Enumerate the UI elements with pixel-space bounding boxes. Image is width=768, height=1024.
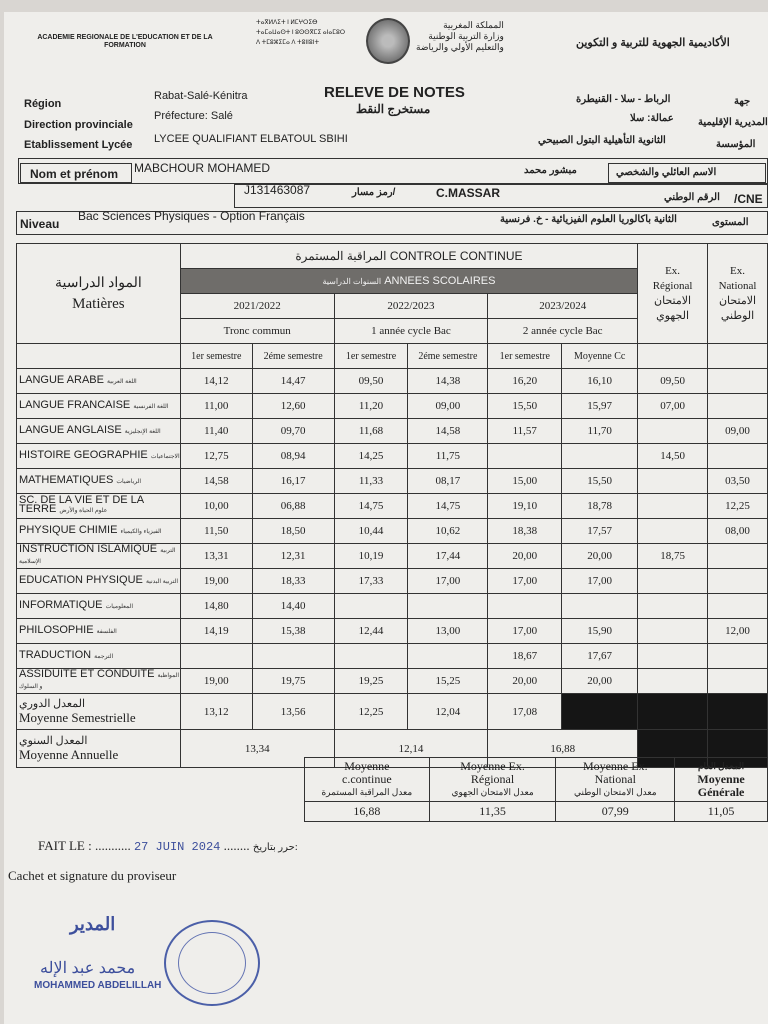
subject-cell (17, 669, 181, 694)
subject-cell (17, 469, 181, 494)
cc-header-ar: المراقبة المستمرة (295, 249, 387, 263)
grade-cell: 11,75 (408, 444, 488, 469)
grade-cell (408, 644, 488, 669)
national-exam-cell: 12,25 (708, 494, 768, 519)
coat-of-arms-icon (366, 18, 410, 64)
document-title: RELEVE DE NOTES (324, 84, 465, 101)
grade-cell: 17,67 (562, 644, 638, 669)
grade-cell: 20,00 (562, 669, 638, 694)
grade-cell: 14,19 (180, 619, 252, 644)
grade-cell: 16,17 (252, 469, 334, 494)
grade-cell: 16,20 (488, 369, 562, 394)
summary-cc-line-1: Moyenne (344, 759, 390, 773)
summary-generale-line-1: المعدل العام (697, 761, 745, 771)
grade-cell: 14,58 (408, 419, 488, 444)
subject-cell (17, 544, 181, 569)
national-exam-cell (708, 569, 768, 594)
grade-cell (488, 594, 562, 619)
tifinagh-line-2: ⵜⴰⵎⴰⵡⴰⵙⵜ ⵏ ⵓⵙⵙⴳⵎⵉ ⴰⵏⴰⵎⵓⵔ (256, 30, 346, 36)
direction-label: Direction provinciale (24, 119, 133, 131)
grade-cell: 11,40 (180, 419, 252, 444)
fait-le-line (38, 838, 298, 854)
summary-national-line-3: معدل الامتحان الوطني (574, 787, 657, 797)
grade-cell: 10,19 (334, 544, 408, 569)
grade-cell (334, 594, 408, 619)
cne-label: /CNE (734, 192, 763, 206)
table-row (17, 519, 768, 544)
grade-cell: 17,00 (488, 569, 562, 594)
grade-cell: 20,00 (562, 544, 638, 569)
grade-cell: 14,47 (252, 369, 334, 394)
subject-name: TRADUCTION (19, 648, 92, 661)
grade-cell: 13,31 (180, 544, 252, 569)
grade-cell (408, 594, 488, 619)
regional-exam-cell (638, 494, 708, 519)
year-3-header: 2023/2024 (488, 294, 638, 319)
semester-average-value: 12,04 (408, 694, 488, 730)
regional-exam-cell (638, 419, 708, 444)
etablissement-value-ar: الثانوية التأهيلية البتول الصبيحي (538, 135, 666, 146)
table-row (17, 394, 768, 419)
grade-cell: 17,57 (562, 519, 638, 544)
ministry-name-ar (416, 20, 504, 53)
direction-value: Préfecture: Salé (154, 110, 233, 122)
subject-cell (17, 519, 181, 544)
fait-le-dots-2: ........ (223, 838, 250, 853)
subject-name-ar: الاجتماعيات (150, 453, 180, 460)
regional-exam-cell: 07,00 (638, 394, 708, 419)
academy-name-ar: الأكاديمية الجهوية للتربية و التكوين (576, 37, 730, 49)
tifinagh-line-3: ⴷ ⵜⵎⵓⵣⵉⵎⴰ ⴷ ⵜⵓⵏⵏⵓⵏⵜ (256, 40, 320, 46)
transcript-page (4, 12, 768, 1024)
years-header (180, 269, 637, 294)
table-row (17, 644, 768, 669)
table-row (17, 569, 768, 594)
subject-name-ar: الفلسفة (96, 628, 117, 635)
subject-name-ar: الرياضيات (116, 478, 142, 485)
ex-national-line-3: الامتحان (718, 294, 757, 307)
grade-cell: 11,70 (562, 419, 638, 444)
ex-national-line-4: الوطني (720, 309, 755, 322)
regional-spacer (638, 344, 708, 369)
national-exam-cell (708, 644, 768, 669)
grade-cell: 10,62 (408, 519, 488, 544)
subject-name: LANGUE ANGLAISE (19, 423, 122, 436)
matieres-header-ar: المواد الدراسية (55, 275, 142, 291)
summary-table (304, 757, 768, 822)
grade-cell: 14,58 (180, 469, 252, 494)
subject-name-ar: الترجمة (94, 653, 114, 660)
cachet-label: Cachet et signature du proviseur (8, 868, 177, 883)
summary-generale-header (675, 758, 768, 802)
year-2-header: 2022/2023 (334, 294, 488, 319)
subject-cell (17, 569, 181, 594)
regional-exam-cell: 09,50 (638, 369, 708, 394)
grade-cell: 18,67 (488, 644, 562, 669)
grade-cell: 06,88 (252, 494, 334, 519)
regional-exam-cell (638, 519, 708, 544)
grade-cell: 12,44 (334, 619, 408, 644)
direction-label-ar: المديرية الإقليمية (698, 117, 768, 128)
y2-sem1-header: 1er semestre (334, 344, 408, 369)
cne-label-ar: الرقم الوطني (664, 192, 720, 203)
annual-average-label-fr: Moyenne Annuelle (19, 747, 119, 762)
grade-cell: 11,00 (180, 394, 252, 419)
table-row (17, 469, 768, 494)
blacked-out-cell (562, 694, 638, 730)
subject-name-ar: المعلوميات (105, 603, 134, 610)
subject-cell (17, 644, 181, 669)
subject-name: INFORMATIQUE (19, 598, 103, 611)
grade-cell: 15,38 (252, 619, 334, 644)
grade-cell: 15,00 (488, 469, 562, 494)
national-spacer (708, 344, 768, 369)
name-label-ar: الاسم العائلي والشخصي (616, 167, 717, 178)
table-row (17, 619, 768, 644)
grade-cell: 09,50 (334, 369, 408, 394)
grade-cell: 17,33 (334, 569, 408, 594)
grade-cell: 11,20 (334, 394, 408, 419)
semester-average-value: 12,25 (334, 694, 408, 730)
subject-cell (17, 369, 181, 394)
grade-cell: 20,00 (488, 669, 562, 694)
grade-cell: 14,12 (180, 369, 252, 394)
grade-cell: 09,00 (408, 394, 488, 419)
niveau-label: Niveau (20, 217, 60, 231)
ex-regional-line-2: Régional (652, 279, 693, 292)
academy-name-fr: ACADEMIE REGIONALE DE L'EDUCATION ET DE LA FORMATION (37, 34, 213, 49)
subject-name-ar: اللغة الفرنسية (133, 403, 169, 410)
subject-name-ar: الفيزياء والكيمياء (120, 528, 162, 535)
grade-cell: 10,44 (334, 519, 408, 544)
regional-exam-cell (638, 619, 708, 644)
grade-cell: 12,60 (252, 394, 334, 419)
annual-average-value: 13,34 (180, 730, 334, 768)
grade-cell: 14,40 (252, 594, 334, 619)
subject-cell (17, 394, 181, 419)
summary-national-line-2: National (594, 772, 636, 786)
subject-cell (17, 594, 181, 619)
year-1-level: Tronc commun (180, 319, 334, 344)
grade-cell: 12,75 (180, 444, 252, 469)
grade-cell: 14,75 (334, 494, 408, 519)
summary-regional-line-2: Régional (470, 772, 515, 786)
matieres-header (17, 244, 181, 344)
subject-name: LANGUE FRANCAISE (19, 398, 131, 411)
grade-cell (334, 644, 408, 669)
annual-average-value: 12,14 (334, 730, 488, 768)
grade-cell: 19,10 (488, 494, 562, 519)
fait-le-dots-1: ........... (94, 838, 131, 853)
ministry-ar-line-3: والتعليم الأولي والرياضة (416, 42, 504, 52)
grade-cell: 19,00 (180, 669, 252, 694)
national-exam-cell (708, 394, 768, 419)
ex-regional-header (638, 244, 708, 344)
grade-cell: 15,50 (562, 469, 638, 494)
table-row (17, 419, 768, 444)
semester-average-value: 13,12 (180, 694, 252, 730)
matieres-header-fr: Matières (72, 295, 125, 312)
regional-exam-cell: 18,75 (638, 544, 708, 569)
summary-generale-line-3: Générale (697, 785, 745, 799)
grade-cell: 08,94 (252, 444, 334, 469)
ministry-tifinagh (256, 18, 345, 48)
annual-average-value: 16,88 (488, 730, 638, 768)
summary-regional-line-3: معدل الامتحان الجهوي (451, 787, 534, 797)
grade-cell (562, 444, 638, 469)
y3-sem1-header: 1er semestre (488, 344, 562, 369)
year-3-level: 2 année cycle Bac (488, 319, 638, 344)
blacked-out-cell (638, 694, 708, 730)
subject-name: PHYSIQUE CHIMIE (19, 523, 118, 536)
years-header-ar: السنوات الدراسية (322, 277, 382, 286)
ex-regional-line-3: الامتحان (654, 294, 692, 307)
school-stamp-icon (164, 920, 260, 1006)
regional-exam-cell (638, 644, 708, 669)
national-exam-cell: 03,50 (708, 469, 768, 494)
table-row (17, 544, 768, 569)
grade-cell (562, 594, 638, 619)
national-exam-cell (708, 594, 768, 619)
summary-national-value: 07,99 (556, 802, 675, 822)
ex-regional-line-1: Ex. (665, 264, 681, 277)
summary-regional-line-1: Moyenne Ex. (460, 759, 525, 773)
direction-value-ar: عمالة: سلا (630, 113, 674, 124)
semester-spacer (17, 344, 181, 369)
y1-sem2-header: 2éme semestre (252, 344, 334, 369)
subject-name-ar: المواظبة و السلوك (19, 673, 180, 690)
table-row (17, 369, 768, 394)
semester-average-row (17, 694, 768, 730)
tifinagh-line-1: ⵜⴰⴳⵍⴷⵉⵜ ⵏ ⵍⵎⵖⵔⵉⴱ (256, 20, 318, 26)
ex-national-header (708, 244, 768, 344)
summary-cc-line-3: معدل المراقبة المستمرة (321, 787, 413, 797)
grade-cell: 18,78 (562, 494, 638, 519)
summary-generale-value: 11,05 (675, 802, 768, 822)
grade-cell: 15,97 (562, 394, 638, 419)
grade-cell (488, 444, 562, 469)
regional-exam-cell (638, 569, 708, 594)
year-2-level: 1 année cycle Bac (334, 319, 488, 344)
subject-cell (17, 419, 181, 444)
semester-average-value: 13,56 (252, 694, 334, 730)
signature-name: MOHAMMED ABDELILLAH (34, 980, 162, 991)
grade-cell: 18,38 (488, 519, 562, 544)
grade-cell: 10,00 (180, 494, 252, 519)
regional-exam-cell: 14,50 (638, 444, 708, 469)
date-stamp: 27 JUIN 2024 (133, 840, 221, 854)
national-exam-cell: 08,00 (708, 519, 768, 544)
signature-ar: محمد عبد الإله (40, 960, 136, 977)
name-value-ar: مبشور محمد (524, 165, 577, 176)
grade-cell: 11,50 (180, 519, 252, 544)
region-label-ar: جهة (734, 96, 751, 107)
subject-cell (17, 444, 181, 469)
fait-le-label: FAIT LE : (38, 838, 92, 853)
grade-cell: 18,50 (252, 519, 334, 544)
subject-name: ASSIDUITE ET CONDUITE (19, 668, 155, 680)
ministry-ar-line-2: وزارة التربية الوطنية (428, 31, 504, 41)
subject-name: MATHEMATIQUES (19, 473, 114, 486)
etablissement-value: LYCEE QUALIFIANT ELBATOUL SBIHI (154, 133, 348, 145)
subject-name: SC. DE LA VIE ET DE LA TERRE (19, 494, 144, 515)
grade-cell: 18,33 (252, 569, 334, 594)
ex-national-line-2: National (718, 279, 757, 292)
ex-regional-line-4: الجهوي (656, 309, 689, 322)
summary-regional-header (429, 758, 556, 802)
cc-header (180, 244, 637, 269)
niveau-value: Bac Sciences Physiques - Option Français (78, 209, 305, 223)
subject-name-ar: اللغة الإنجليزية (124, 428, 161, 435)
summary-cc-line-2: c.continue (342, 772, 392, 786)
table-row (17, 594, 768, 619)
semester-average-value: 17,08 (488, 694, 562, 730)
fait-le-ar: حرر بتاريخ: (252, 842, 298, 853)
region-label: Région (24, 98, 62, 110)
grade-cell: 19,00 (180, 569, 252, 594)
grade-cell: 17,00 (488, 619, 562, 644)
annual-average-label-ar: المعدل السنوي (19, 735, 88, 747)
grades-table (16, 243, 768, 768)
massar-label: C.MASSAR (436, 186, 501, 200)
grade-cell: 08,17 (408, 469, 488, 494)
summary-cc-header (305, 758, 430, 802)
regional-exam-cell (638, 669, 708, 694)
y2-sem2-header: 2éme semestre (408, 344, 488, 369)
subject-name-ar: التربية الإسلامية (19, 548, 176, 565)
grade-cell: 11,33 (334, 469, 408, 494)
subject-name: EDUCATION PHYSIQUE (19, 573, 143, 586)
massar-label-ar: /رمز مسار (352, 187, 396, 198)
regional-exam-cell (638, 469, 708, 494)
grade-cell: 12,31 (252, 544, 334, 569)
grade-cell (252, 644, 334, 669)
summary-cc-value: 16,88 (305, 802, 430, 822)
national-exam-cell (708, 369, 768, 394)
niveau-label-ar: المستوى (712, 217, 749, 228)
blacked-out-cell (708, 694, 768, 730)
subject-name: INSTRUCTION ISLAMIQUE (19, 543, 158, 555)
annual-average-label (17, 730, 181, 768)
table-row (17, 494, 768, 519)
grade-cell: 14,75 (408, 494, 488, 519)
table-row (17, 669, 768, 694)
grade-cell: 11,57 (488, 419, 562, 444)
grade-cell: 19,25 (334, 669, 408, 694)
cne-value: J131463087 (244, 183, 311, 197)
grade-cell: 15,90 (562, 619, 638, 644)
semester-average-label-ar: المعدل الدوري (19, 698, 86, 710)
grade-cell: 11,68 (334, 419, 408, 444)
grade-cell: 17,44 (408, 544, 488, 569)
subject-name-ar: التربية البدنية (145, 578, 179, 585)
year-1-header: 2021/2022 (180, 294, 334, 319)
grade-cell: 20,00 (488, 544, 562, 569)
grade-cell: 14,25 (334, 444, 408, 469)
grade-cell: 13,00 (408, 619, 488, 644)
years-header-fr: ANNEES SCOLAIRES (384, 275, 496, 287)
ministry-ar-line-1: المملكة المغربية (443, 20, 504, 30)
subject-cell (17, 619, 181, 644)
national-exam-cell: 12,00 (708, 619, 768, 644)
semester-average-label-fr: Moyenne Semestrielle (19, 710, 136, 725)
niveau-value-ar: الثانية باكالوريا العلوم الفيزيائية - خ. فرنسية (500, 214, 677, 225)
grade-cell (180, 644, 252, 669)
semester-average-label (17, 694, 181, 730)
y1-sem1-header: 1er semestre (180, 344, 252, 369)
subject-name-ar: علوم الحياة والأرض (59, 508, 108, 514)
y3-moyenne-cc-header: Moyenne Cc (562, 344, 638, 369)
ex-national-line-1: Ex. (730, 264, 745, 277)
national-exam-cell (708, 444, 768, 469)
summary-generale-line-2: Moyenne (697, 772, 745, 786)
grade-cell: 15,25 (408, 669, 488, 694)
summary-regional-value: 11,35 (429, 802, 556, 822)
summary-national-header (556, 758, 675, 802)
grade-cell: 16,10 (562, 369, 638, 394)
subject-name-ar: اللغة العربية (107, 378, 137, 385)
name-label: Nom et prénom (30, 167, 119, 181)
director-title-ar: المدير (70, 914, 116, 934)
subject-cell (17, 494, 181, 519)
grade-cell: 09,70 (252, 419, 334, 444)
regional-exam-cell (638, 594, 708, 619)
subject-name: LANGUE ARABE (19, 373, 104, 386)
grade-cell: 14,80 (180, 594, 252, 619)
grade-cell: 17,00 (562, 569, 638, 594)
table-row (17, 444, 768, 469)
region-value-ar: الرباط - سلا - القنيطرة (576, 94, 671, 105)
document-title-ar: مستخرج النقط (356, 102, 431, 116)
etablissement-label: Etablissement Lycée (24, 139, 133, 151)
grade-cell: 19,75 (252, 669, 334, 694)
name-value: MABCHOUR MOHAMED (134, 161, 271, 175)
region-value: Rabat-Salé-Kénitra (154, 90, 248, 102)
subject-name: PHILOSOPHIE (19, 623, 94, 636)
etablissement-label-ar: المؤسسة (716, 139, 756, 150)
summary-national-line-1: Moyenne Ex. (582, 759, 648, 773)
national-exam-cell (708, 669, 768, 694)
cc-header-fr: CONTROLE CONTINUE (389, 249, 523, 263)
grade-cell: 15,50 (488, 394, 562, 419)
subject-name: HISTOIRE GEOGRAPHIE (19, 448, 148, 461)
national-exam-cell: 09,00 (708, 419, 768, 444)
grade-cell: 17,00 (408, 569, 488, 594)
grade-cell: 14,38 (408, 369, 488, 394)
national-exam-cell (708, 544, 768, 569)
